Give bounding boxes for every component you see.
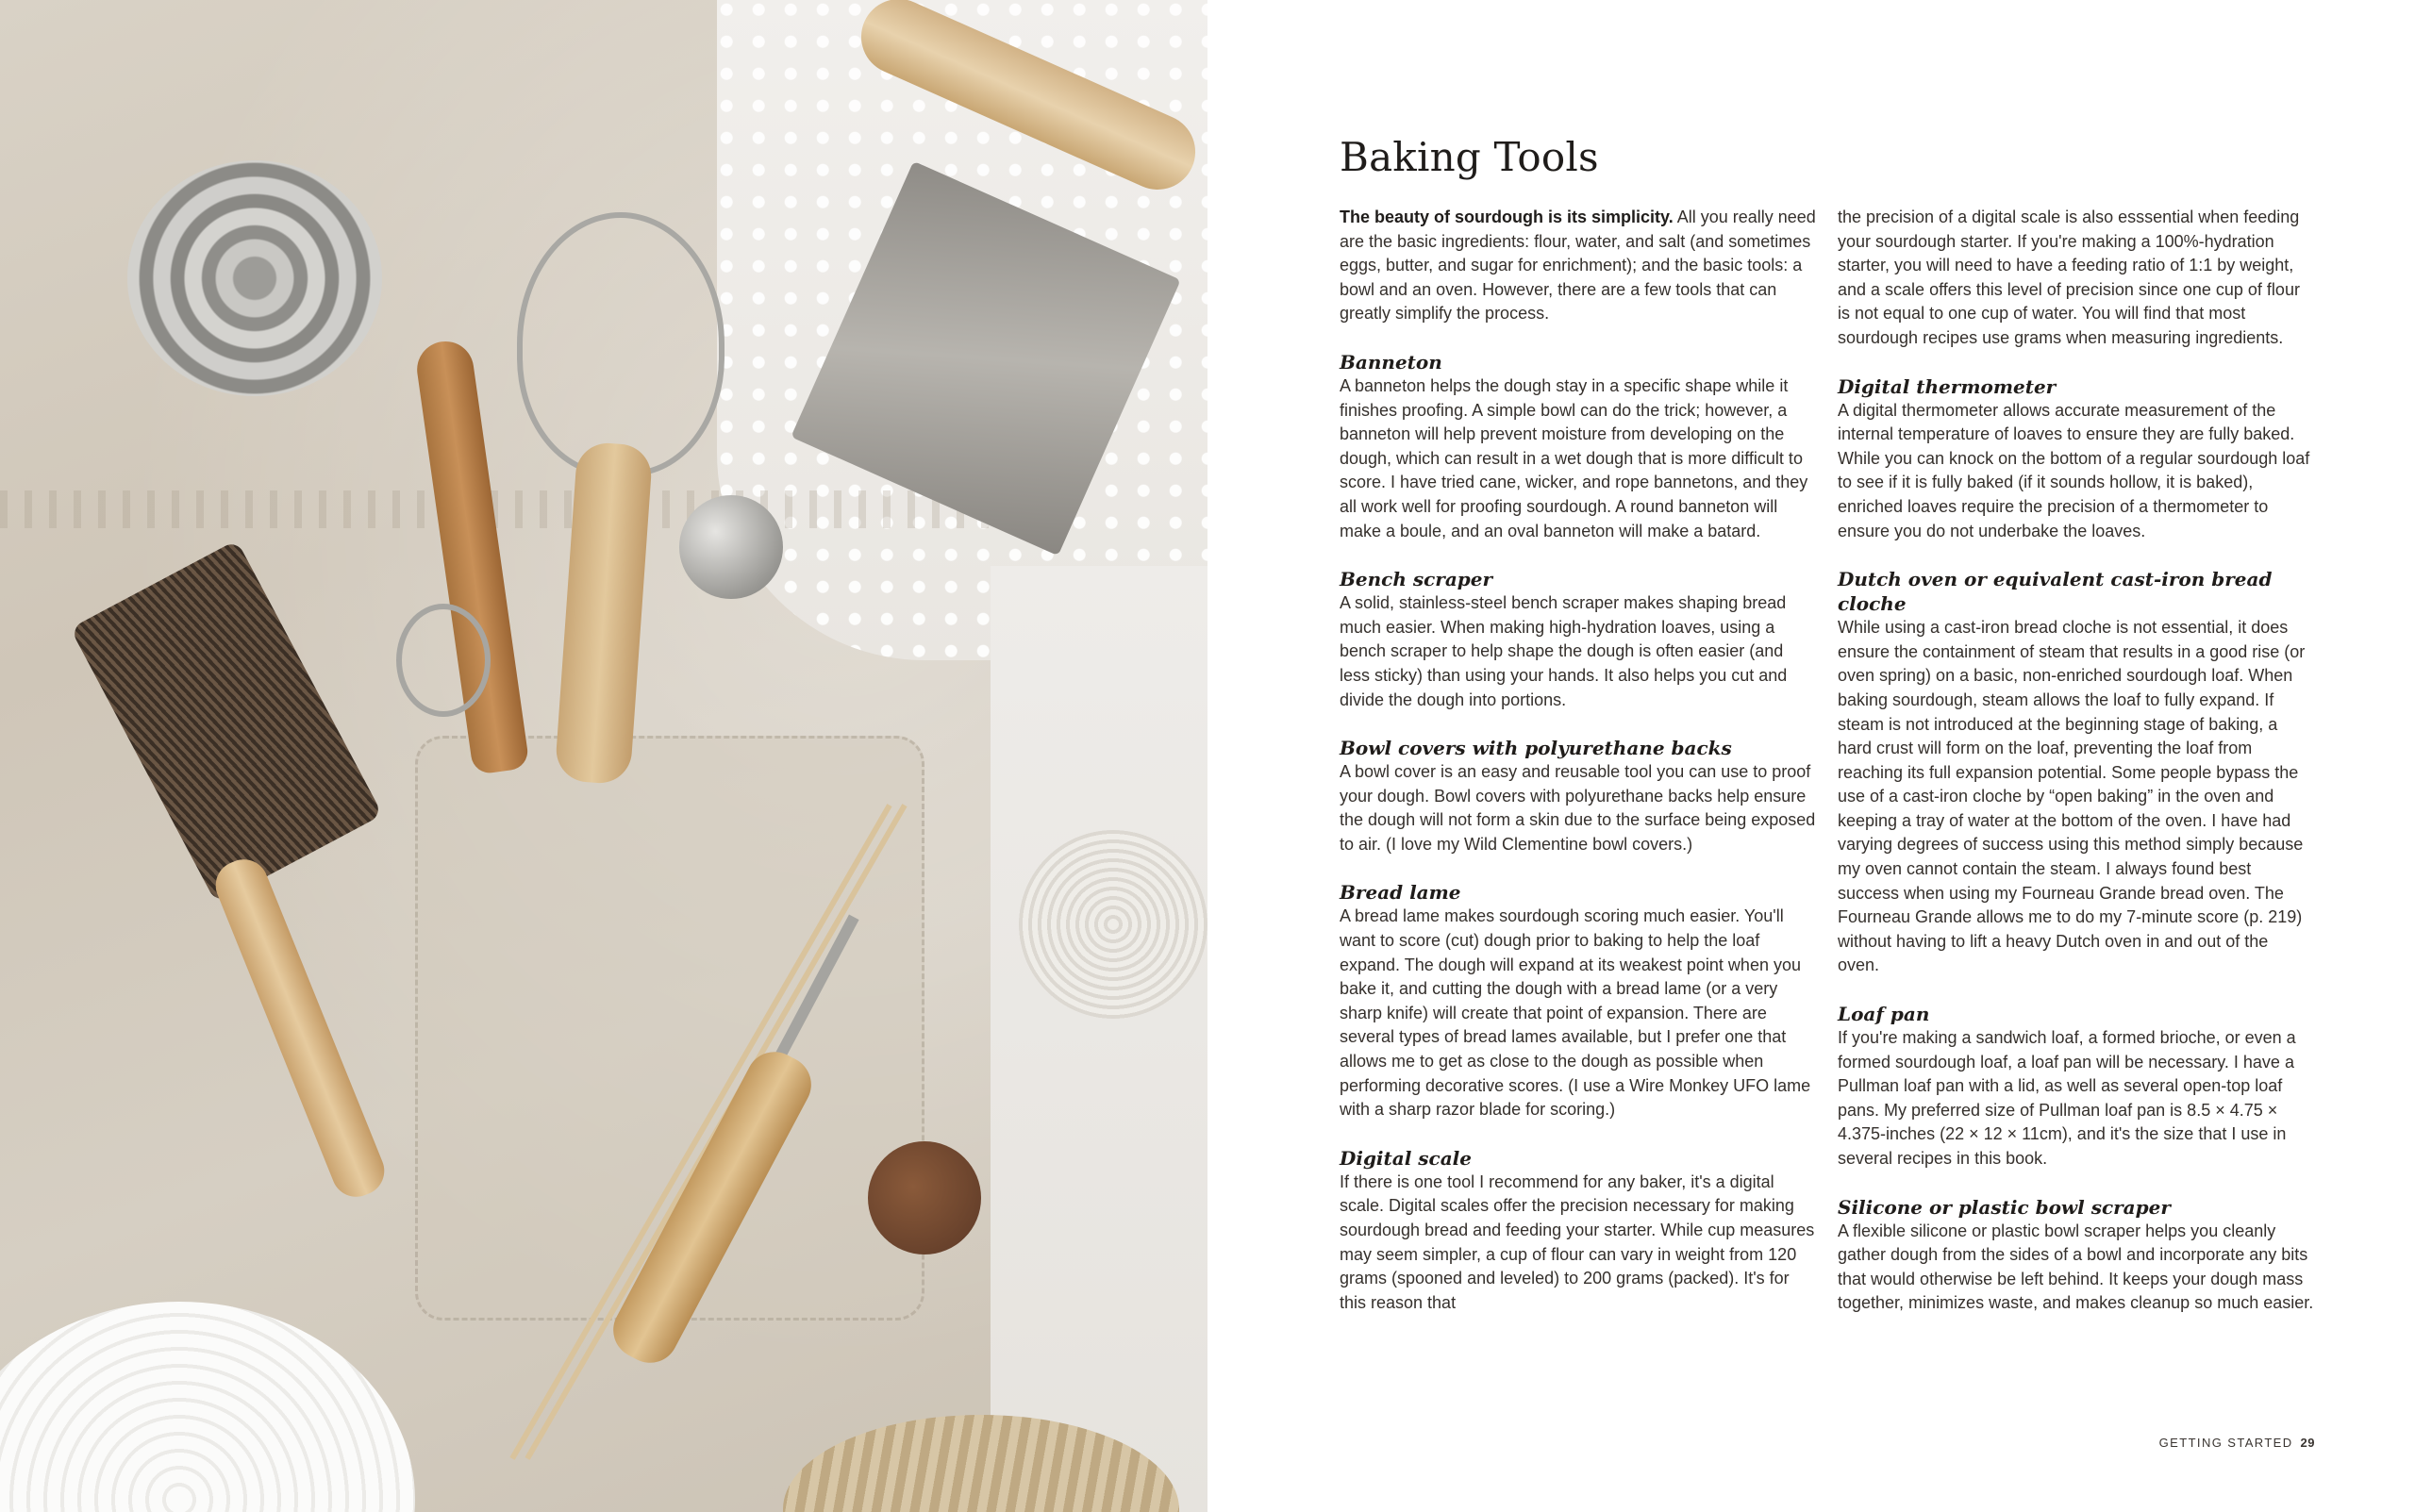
section-body: If there is one tool I recommend for any baker, it's a digital scale. Digital scales offer the precision necessary for making sourdough bread and feeding your starter. While cup measures may seem simpler, a cup of flour can vary in weight from 120 grams (spooned and leveled) to 200 grams (packed). It's for this reason that [1340, 1171, 1815, 1312]
mesh-tea-ball [679, 495, 783, 599]
section-heading: Silicone or plastic bowl scraper [1838, 1195, 2171, 1219]
page-title: Baking Tools [1340, 134, 1599, 180]
section-digital-thermometer [1838, 374, 2314, 544]
section-digital-scale [1340, 1146, 1816, 1316]
left-column [1340, 206, 1816, 1315]
intro-body: All you really need are the basic ingredients: flour, water, and salt (and sometimes eggs, butter, and sugar for enrichment); and the basic tools: a bowl and an oven. However, there are a few tools that can greatly simplify the process. [1340, 208, 1816, 324]
apron-gather-seam [0, 490, 1000, 528]
section-body: If you're making a sandwich loaf, a formed brioche, or even a formed sourdough loaf, a loaf pan will be necessary. I have a Pullman loaf pan with a lid, as well as several open-top loaf pans. My preferred size of Pullman loaf pan is 8.5 × 4.75 × 4.375-inches (22 × 12 × 11cm), and it's the size that I use in several recipes in this book. [1838, 1028, 2296, 1168]
section-body: A solid, stainless-steel bench scraper makes shaping bread much easier. When making high-hydration loaves, using a bench scraper to help shape the dough is often easier (and less sticky) than using your hands. It also helps you cut and divide the dough into portions. [1340, 593, 1788, 709]
section-body: While using a cast-iron bread cloche is not essential, it does ensure the containment of steam that results in a good rise (or oven spring) on a basic, non-enriched sourdough loaf. When baking sourdough, steam allows the loaf to fully expand. If steam is not introduced at the beginning stage of baking, a hard crust will form on the loaf, preventing the loaf from reaching its full expansion potential. Some people bypass the use of a cast-iron cloche by “open baking” in the oven and keeping a tray of water at the bottom of the oven. I have had varying degrees of success using this method simply because my oven cannot contain the steam. I always found best success when using my Fourneau Grande bread oven. The Fourneau Grande allows me to do my 7-minute score (p. 219) without having to lift a heavy Dutch oven in and out of the oven. [1838, 618, 2306, 975]
stork-scissors [396, 604, 491, 717]
text-page [1208, 0, 2415, 1512]
right-column [1838, 206, 2314, 1316]
bench-brush-handle [208, 852, 391, 1204]
white-plate [0, 1302, 415, 1512]
section-body: A digital thermometer allows accurate measurement of the internal temperature of loaves to ensure they are fully baked. While you can knock on the bottom of a regular sourdough loaf to see if it is fully baked (if it sounds hollow, it is baked), enriched loaves require the precision of a thermometer to ensure you do not underbake the loaves. [1838, 400, 2310, 540]
section-bowl-scraper [1838, 1195, 2314, 1316]
section-body: A banneton helps the dough stay in a specific shape while it finishes proofing. A simple bowl can do the trick; however, a banneton will help prevent moisture from developing on the dough, which can result in a wet dough that is more difficult to score. I have tried cane, wicker, and rope bannetons, and they all work well for proofing sourdough. A round banneton will make a boule, and an oval banneton will make a batard. [1340, 375, 1808, 540]
section-body: A bowl cover is an easy and reusable tool you can use to proof your dough. Bowl covers with polyurethane backs help ensure the dough will not form a skin due to the surface being exposed to air. (I love my Wild Clementine bowl covers.) [1340, 762, 1816, 854]
section-heading: Digital scale [1340, 1146, 1472, 1170]
twine-ball [1019, 830, 1208, 1019]
page-number: 29 [2300, 1436, 2315, 1450]
intro-lead: The beauty of sourdough is its simplicity. [1340, 208, 1674, 226]
flower-cookie-cutters [127, 160, 382, 396]
section-banneton [1340, 350, 1816, 543]
section-bowl-covers [1340, 736, 1816, 856]
section-heading: Digital thermometer [1838, 374, 2057, 398]
folio-section: GETTING STARTED [2158, 1436, 2293, 1450]
bench-brush-bristles [70, 540, 383, 903]
page-folio [2159, 1436, 2315, 1450]
intro-paragraph [1340, 206, 1816, 326]
section-heading: Dutch oven or equivalent cast-iron bread cloche [1838, 568, 2273, 616]
wooden-stamp [868, 1141, 981, 1254]
continuation-paragraph: the precision of a digital scale is also esssential when feeding your sourdough starter. If you're making a 100%-hydration starter, you will need to have a feeding ratio of 1:1 by weight, and a scale offers this level of precision since one cup of flour is not equal to one cup of water. You will find that most sourdough recipes use grams when measuring ingredients. [1838, 208, 2300, 347]
section-loaf-pan [1838, 1002, 2314, 1171]
section-dutch-oven [1838, 567, 2314, 978]
section-heading: Bread lame [1340, 881, 1461, 905]
section-bench-scraper [1340, 567, 1816, 712]
section-body: A bread lame makes sourdough scoring much easier. You'll want to score (cut) dough prior to baking to help the loaf expand. The dough will expand at its weakest point when you bake it, and cutting the dough with a bread lame (or a very sharp knife) will create that point of expansion. There are several types of bread lames available, but I prefer one that allows me to get as close to the dough as possible when performing decorative scores. (I use a Wire Monkey UFO lame with a sharp razor blade for scoring.) [1340, 906, 1811, 1120]
white-tabletop [991, 566, 1208, 1512]
section-body: A flexible silicone or plastic bowl scraper helps you cleanly gather dough from the sides of a bowl and incorporate any bits that would otherwise be left behind. It keeps your dough mass together, minimizes waste, and makes cleanup so much easier. [1838, 1221, 2314, 1313]
section-bread-lame [1340, 880, 1816, 1122]
section-heading: Bowl covers with polyurethane backs [1340, 737, 1732, 760]
section-heading: Loaf pan [1838, 1003, 1930, 1026]
section-heading: Banneton [1340, 350, 1442, 374]
dough-whisk-loop [517, 212, 724, 476]
section-heading: Bench scraper [1340, 568, 1493, 591]
